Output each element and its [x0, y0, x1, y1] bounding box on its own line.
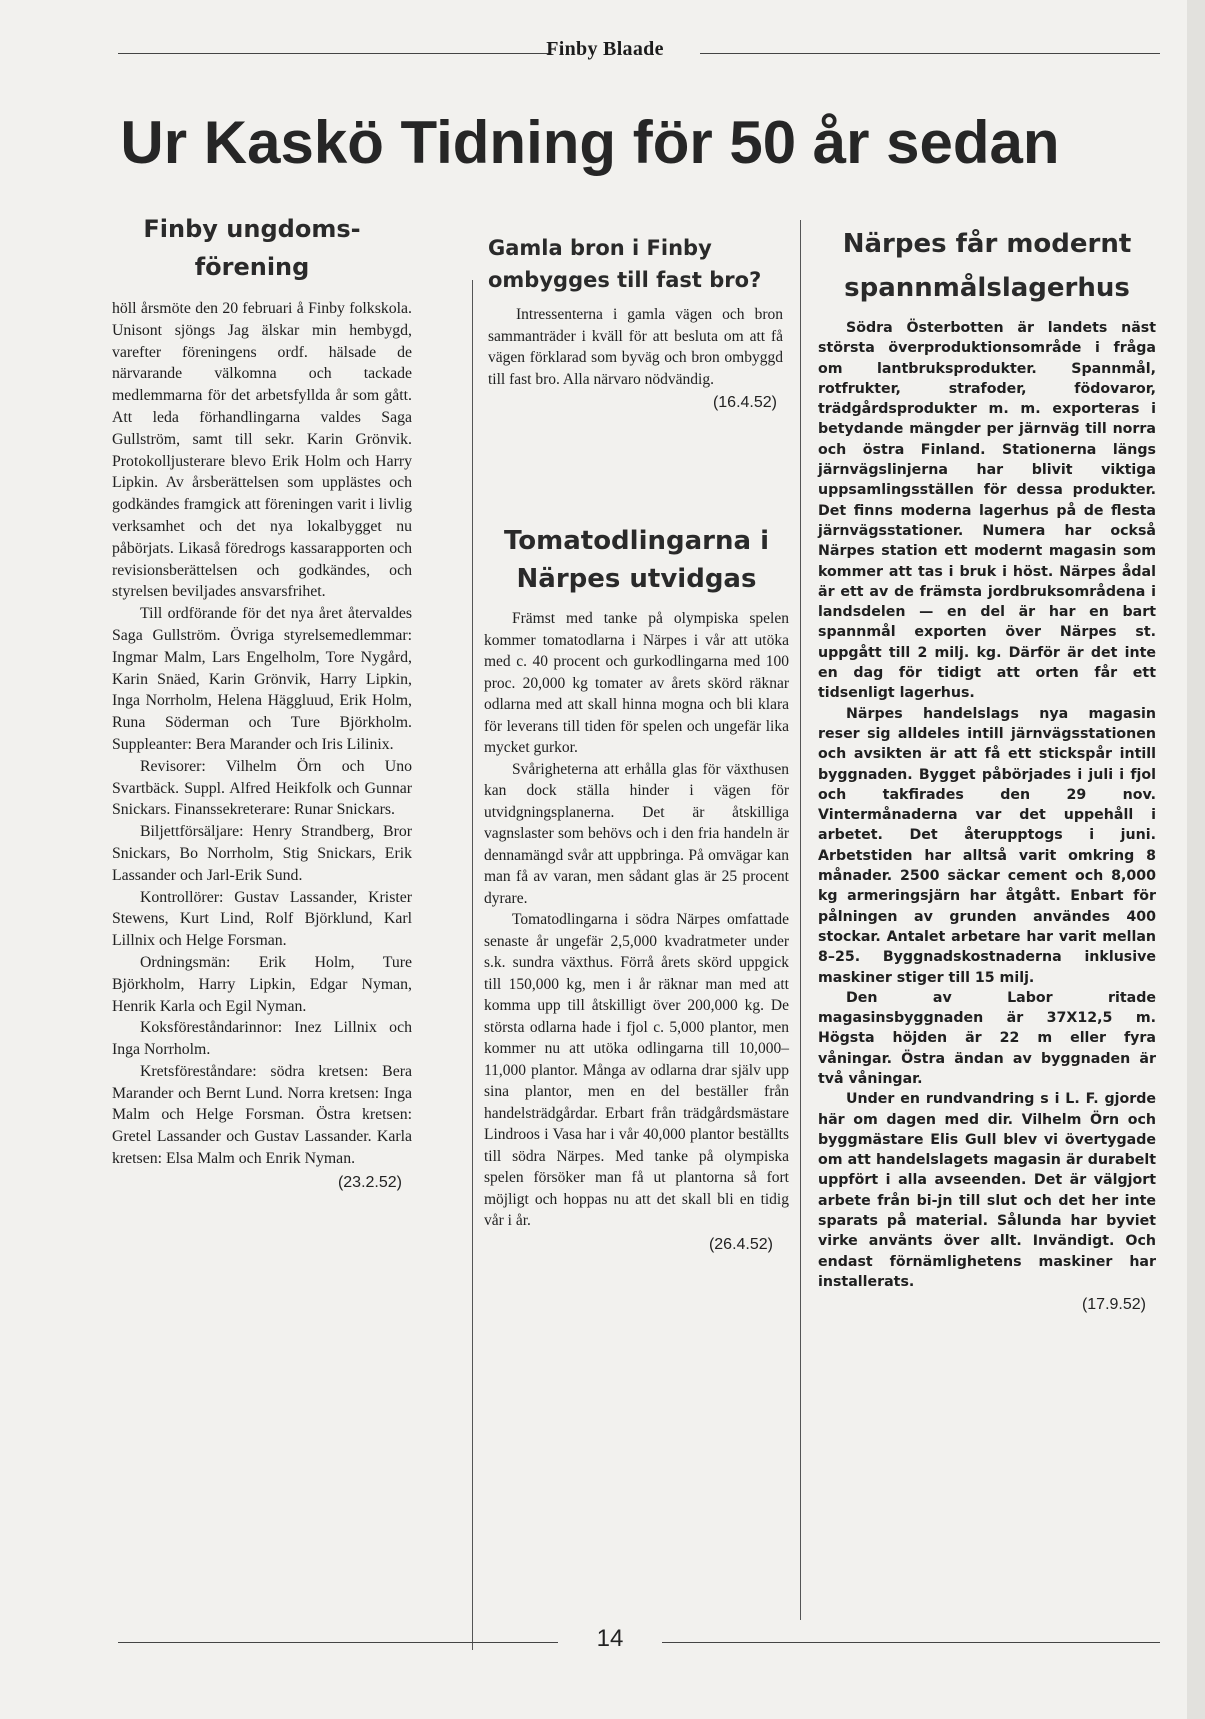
article-paragraph: höll årsmöte den 20 februari å Finby folkskola. Unisont sjöngs Jag älskar min hembygd, varefter föreningens ordf. hälsade de närvarande välkomna och tackade medlemmarna för det arbetsfyllda år som gått. Att leda förhandlingarna valdes Saga Gullström, samt till sekr. Karin Grönvik. Protokolljusterare blevo Erik Holm och Harry Lipkin. Av årsberättelsen som upplästes och godkändes framgick att föreningen varit i livlig verksamhet och det nya lokalbygget nu påbörjats. Likaså föredrogs kassarapporten och revisionsberättelsen och godkändes, och styrelsen beviljades ansvarsfrihet. — [112, 300, 412, 601]
article-paragraph: Intressenterna i gamla vägen och bron sammanträder i kväll för att besluta om att få vägen förklarad som byväg och bron ombyggd till fast bro. Alla närvaro nödvändig. — [488, 306, 783, 388]
article-paragraph: Biljettförsäljare: Henry Strandberg, Bror Snickars, Bo Norrholm, Stig Snickars, Erik Lassander och Jarl-Erik Sund. — [112, 823, 412, 884]
page-number: 14 — [596, 1625, 624, 1652]
article-headline: Gamla bron i Finby ombygges till fast bro? — [488, 236, 762, 292]
article-paragraph: Koksföreståndarinnor: Inez Lillnix och Inga Norrholm. — [112, 1019, 412, 1059]
article-paragraph: Till ordförande för det nya året återvaldes Saga Gullström. Övriga styrelsemedlemmar: Ingmar Malm, Lars Engelholm, Tore Nygård, Karin Snäed, Karin Grönvik, Harry Lipkin, Inga Norrholm, Helena Häggluud, Erik Holm, Runa Söderman och Ture Björkholm. Suppleanter: Bera Marander och Iris Lilinix. — [112, 605, 412, 753]
article-date: (26.4.52) — [708, 1235, 773, 1253]
article-finby-ungdomsforening — [112, 210, 412, 1192]
footer-rule-left — [118, 1642, 558, 1643]
article-paragraph: Under en rundvandring s i L. F. gjorde här om dagen med dir. Vilhelm Örn och byggmästare Elis Gull blev vi övertygade om att handelslagets magasin är durabelt uppfört i alla avseenden. Det är välgjort arbete från bi-jn till slut och det her inte sparats på material. Sålunda har byviet virke använts över allt. Invändigt. Och endast förnämlighetens maskiner har installerats. — [818, 1091, 1156, 1290]
article-paragraph: Kontrollörer: Gustav Lassander, Krister Stewens, Kurt Lind, Rolf Björklund, Karl Lillnix och Helge Forsman. — [112, 888, 412, 950]
article-body — [112, 298, 412, 1170]
column-rule — [472, 280, 473, 1650]
article-date: (17.9.52) — [1081, 1296, 1146, 1314]
article-paragraph: Södra Österbotten är landets näst största överproduktionsområde i fråga om lantbruksprodukter. Spannmål, rotfrukter, strafoder, födovaror, trädgårdsprodukter m. m. exporteras i betydande mängder per järnväg till norra och östra Finland. Stationerna längs järnvägslinjerna har blivit viktiga uppsamlingsställen för dessa produkter. Det finns moderna lagerhus på de flesta järnvägsstationer. Numera har också Närpes station ett modernt magasin som kommer att tas i bruk i höst. Närpes ådal är ett av de främsta jordbruksområdena i landsdelen — en del är har en bart spannmål exporten över Närpes st. uppgått till 2 milj. kg. Därför är det inte en dag för tidigt att orten får ett tidsenligt lagerhus. — [818, 320, 1156, 702]
article-headline: Närpes får modernt spannmålslagerhus — [842, 229, 1132, 303]
article-body — [488, 304, 783, 390]
header-rule-right — [700, 53, 1160, 54]
article-tomatodlingarna — [484, 522, 789, 1254]
article-narpes-lagerhus — [818, 222, 1156, 1314]
article-date: (16.4.52) — [712, 394, 777, 411]
article-paragraph: Ordningsmän: Erik Holm, Ture Björkholm, Harry Lipkin, Edgar Nyman, Henrik Karla och Egil Nyman. — [112, 953, 412, 1015]
article-headline: Finby ungdoms- förening — [143, 215, 361, 281]
page-edge — [1187, 0, 1205, 1719]
article-gamla-bron — [488, 232, 783, 412]
article-headline: Tomatodlingarna i Närpes utvidgas — [503, 526, 769, 594]
article-paragraph: Kretsföreståndare: södra kretsen: Bera Marander och Bernt Lund. Norra kretsen: Inga Malm och Helge Forsman. Östra kretsen: Gretel Lassander och Gustav Lassander. Karla kretsen: Elsa Malm och Enrik Nyman. — [112, 1062, 412, 1168]
header-rule-left — [118, 53, 550, 54]
article-paragraph: Revisorer: Vilhelm Örn och Uno Svartbäck. Suppl. Alfred Heikfolk och Gunnar Snickars. Finanssekreterare: Runar Snickars. — [112, 757, 412, 819]
publication-name: Finby Blaade — [546, 38, 664, 60]
article-paragraph: Tomatodlingarna i södra Närpes omfattade senaste år ungefär 2,5,000 kvadratmeter under s.k. sundra växthus. Förrå årets skörd uppgick till 150,000 kg, men i år räknar man med att komma upp till åtskilligt över 200,000 kg. De största odlarna hade i fjol c. 5,000 plantor, men kommer nu att utöka odlingarna till 10,000–11,000 plantor. Många av odlarna drar själv upp sina plantor, men en del beställer från handelsträdgårdar. Erbart från trädgårdsmästare Lindroos i Vasa har i vår 40,000 plantor beställts till södra Närpes. Med tanke på olympiska spelen försöker man få ut plantorna så fort möjligt och hoppas nu att det skall bli en tidig vår i år. — [484, 911, 789, 1229]
article-body — [818, 318, 1156, 1292]
article-paragraph: Svårigheterna att erhålla glas för växthusen kan dock ställa hinder i vägen för utvidgningsplanerna. Det är åtskilliga vagnslaster som behövs och i den fria handeln är dennamängd svår att uppbringa. På omvägar kan man få av varan, men sådant glas är 25 procent dyrare. — [484, 760, 789, 907]
article-body — [484, 608, 789, 1232]
article-paragraph: Främst med tanke på olympiska spelen kommer tomatodlarna i Närpes i vår att utöka med c. 40 procent och gurkodlingarna med 100 proc. 20,000 kg tomater av årets skörd räknar odlarna med att skall hinna mogna och bli klara för leverans till tiden för spelen och ungefär lika mycket gurkor. — [484, 610, 789, 756]
article-paragraph: Närpes handelslags nya magasin reser sig alldeles intill järnvägsstationen och avsikten är att få ett stickspår intill byggnaden. Bygget påbörjades i juli i fjol och takfirades den 29 nov. Vintermånaderna var det uppehåll i arbetet. Det återupptogs i juni. Arbetstiden har alltså varit omkring 8 månader. 2500 säckar cement och 8,000 kg armeringsjärn har åtgått. Enbart för pålningen av grunden användes 400 stockar. Antalet arbetare har varit mellan 8–25. Byggnadskostnaderna inklusive maskiner stiger till 15 milj. — [818, 705, 1156, 986]
footer-rule-right — [662, 1642, 1160, 1643]
article-date: (23.2.52) — [337, 1173, 402, 1191]
page-title: Ur Kaskö Tidning för 50 år sedan — [120, 109, 1060, 176]
article-paragraph: Den av Labor ritade magasinsbyggnaden är 37X12,5 m. Högsta höjden är 22 m eller fyra våningar. Östra ändan av byggnaden är två våningar. — [818, 989, 1156, 1087]
column-rule — [800, 220, 801, 1620]
